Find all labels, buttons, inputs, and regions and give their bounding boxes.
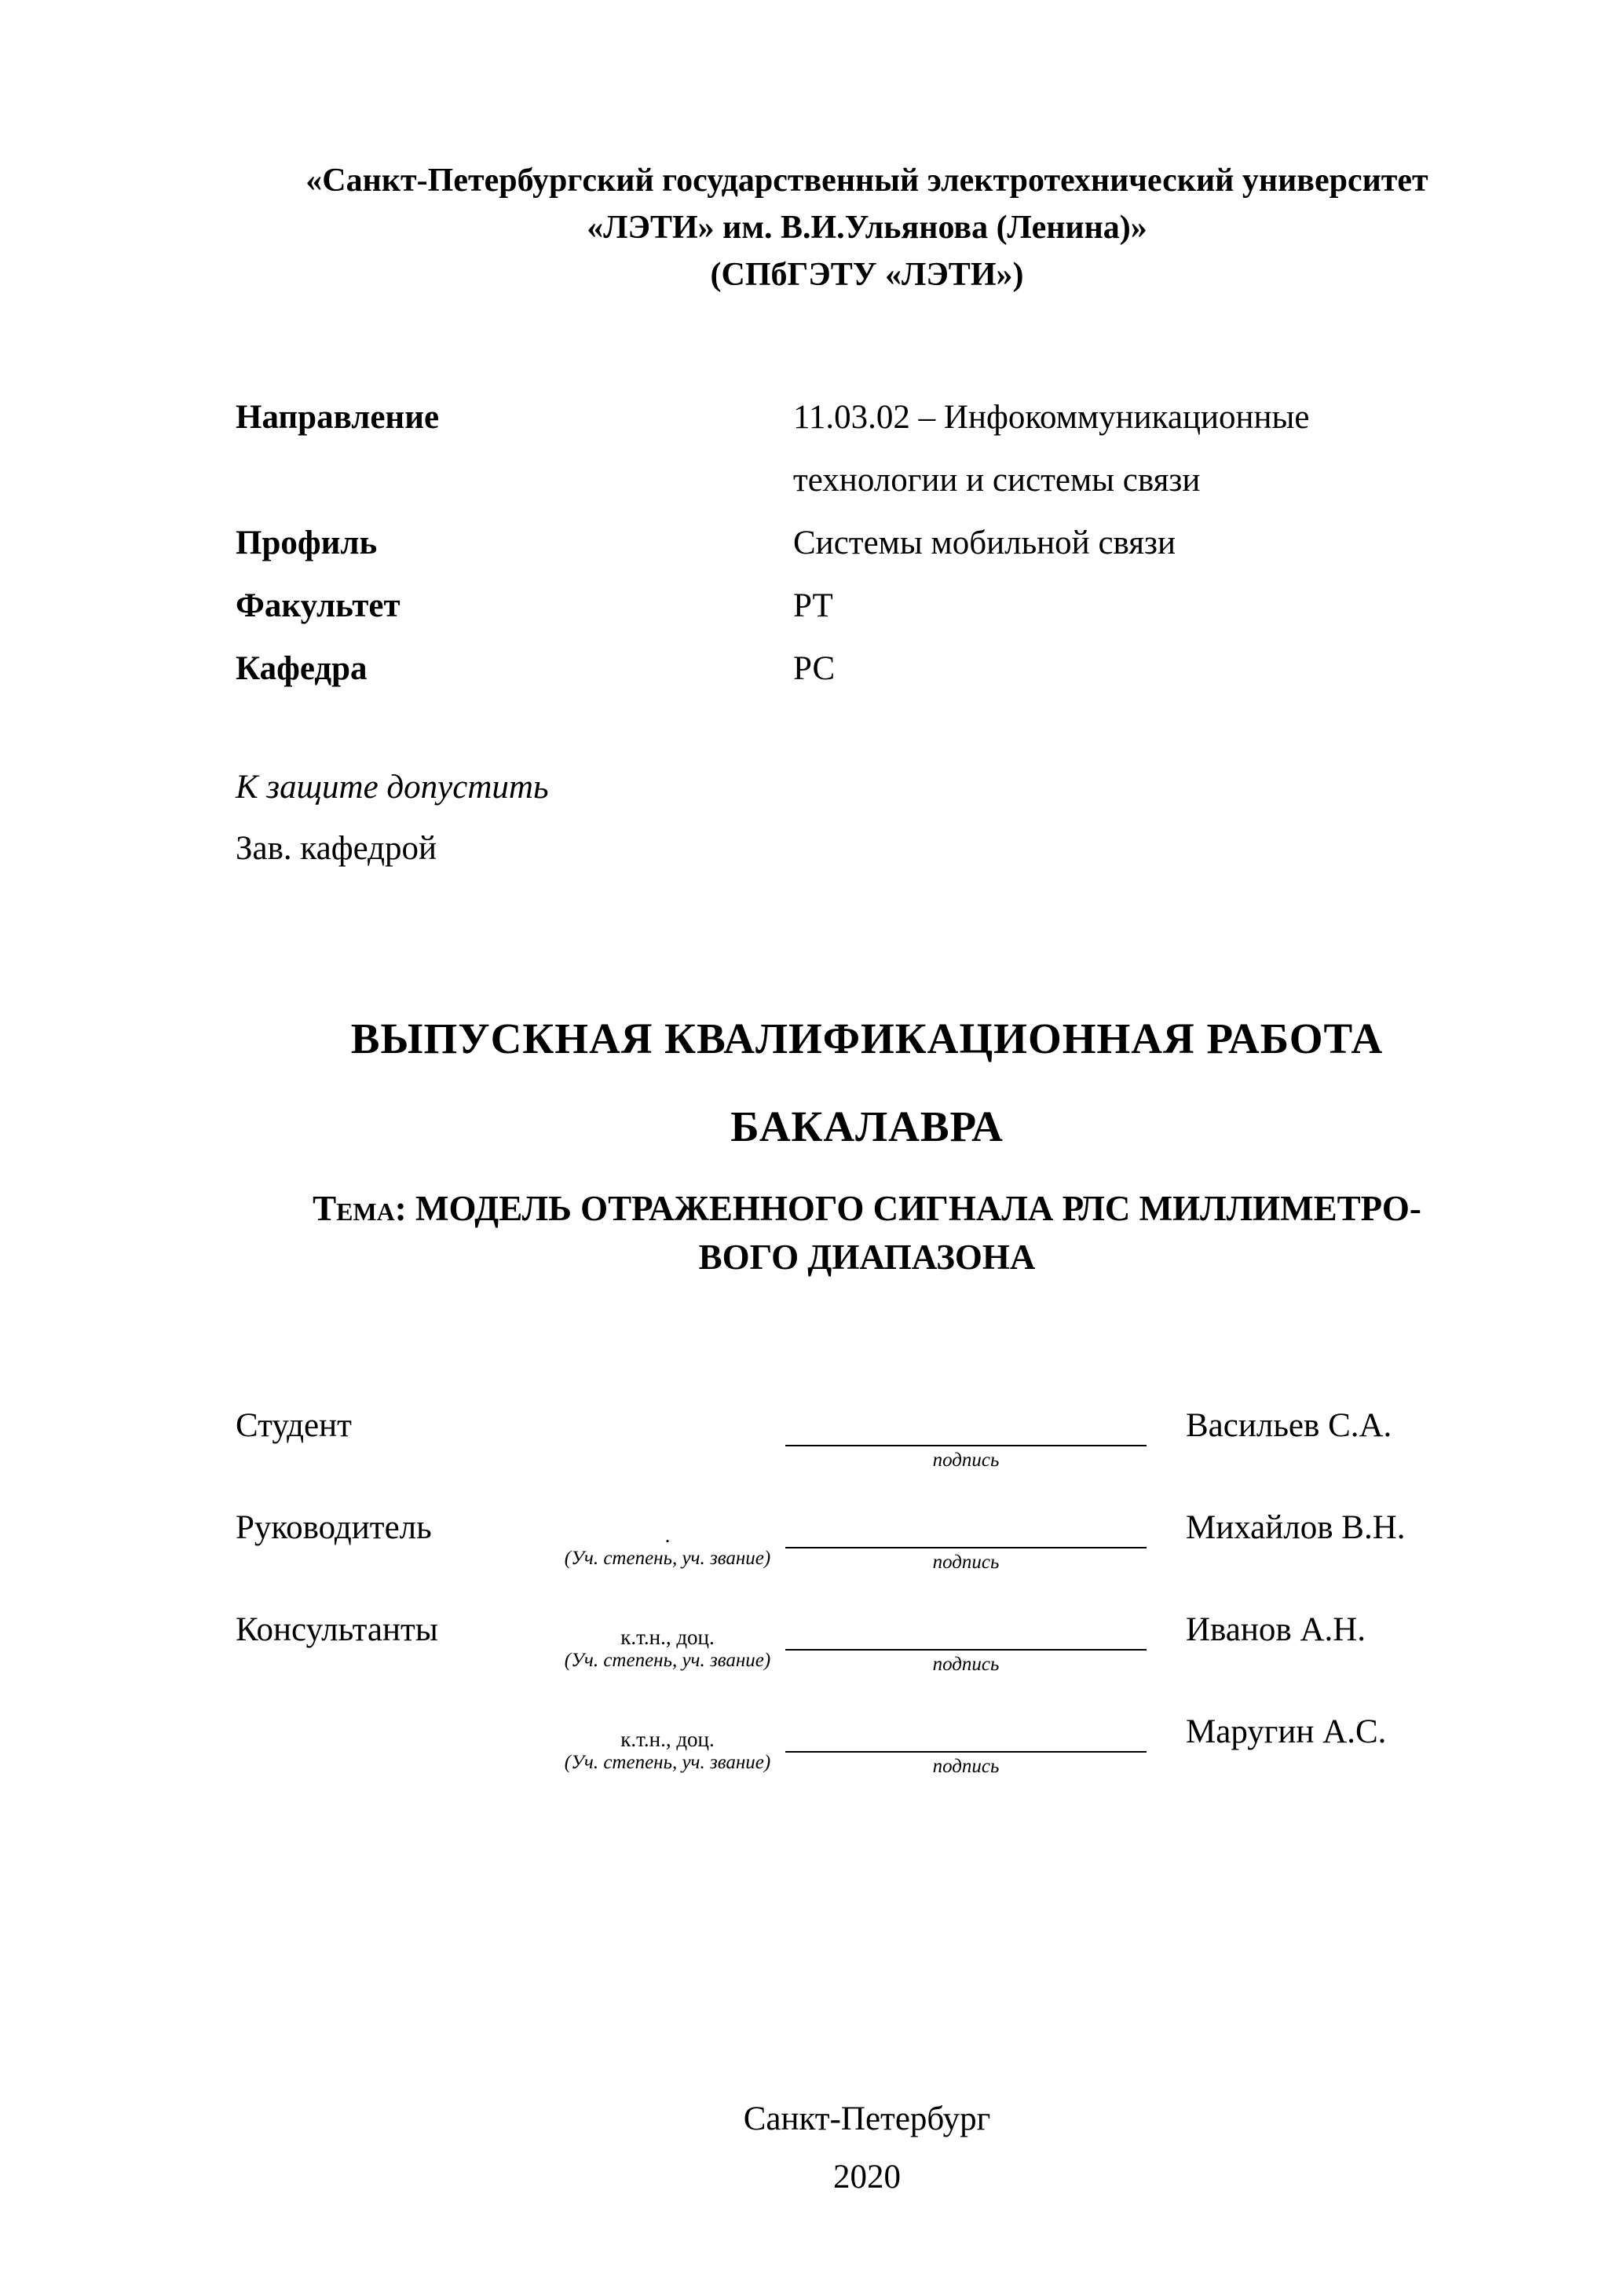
signature-row-consultant2 xyxy=(236,1712,1498,1814)
university-name-line3: (СПбГЭТУ «ЛЭТИ») xyxy=(710,257,1024,293)
thesis-title-line2: БАКАЛАВРА xyxy=(730,1102,1004,1150)
consultant2-name: Маругин А.С. xyxy=(1186,1713,1387,1750)
direction-row xyxy=(236,386,1498,512)
signature-caption: подпись xyxy=(932,1756,1000,1777)
university-name-line2: «ЛЭТИ» им. В.И.Ульянова (Ленина)» xyxy=(587,210,1147,246)
supervisor-degree: . xyxy=(664,1523,671,1547)
theme-text-line2: ВОГО ДИАПАЗОНА xyxy=(698,1238,1036,1277)
supervisor-degree-cell xyxy=(550,1508,785,1570)
student-label: Студент xyxy=(236,1407,352,1444)
department-label: Кафедра xyxy=(236,650,368,687)
department-value: РС xyxy=(793,650,836,687)
direction-value-line1: 11.03.02 – Инфокоммуникационные xyxy=(793,399,1310,436)
profile-value: Системы мобильной связи xyxy=(793,525,1176,561)
footer-year: 2020 xyxy=(833,2159,901,2195)
signature-line xyxy=(785,1712,1147,1753)
consultant2-signature-cell xyxy=(785,1712,1147,1779)
signature-line xyxy=(785,1508,1147,1548)
consultant2-degree: к.т.н., доц. xyxy=(620,1727,715,1751)
faculty-label: Факультет xyxy=(236,587,401,624)
signatures-block xyxy=(236,1406,1498,1814)
consultant1-degree-cell xyxy=(550,1610,785,1673)
student-signature-cell xyxy=(785,1406,1147,1473)
department-row xyxy=(236,638,1498,700)
consultant1-name: Иванов А.Н. xyxy=(1186,1611,1366,1648)
signature-caption: подпись xyxy=(932,1450,1000,1471)
profile-row xyxy=(236,512,1498,575)
supervisor-label: Руководитель xyxy=(236,1509,432,1546)
signature-caption: подпись xyxy=(932,1552,1000,1573)
student-degree xyxy=(550,1421,785,1445)
signature-caption: подпись xyxy=(932,1654,1000,1675)
signature-row-student xyxy=(236,1406,1498,1508)
consultant2-degree-caption: (Уч. степень, уч. звание) xyxy=(564,1752,771,1773)
footer-city: Санкт-Петербург xyxy=(743,2100,991,2137)
signature-line xyxy=(785,1406,1147,1446)
admission-block xyxy=(236,757,1498,879)
direction-value-line2: технологии и системы связи xyxy=(793,462,1201,499)
signature-row-consultant1 xyxy=(236,1610,1498,1712)
thesis-title-line1: ВЫПУСКНАЯ КВАЛИФИКАЦИОННАЯ РАБОТА xyxy=(350,1015,1384,1062)
admission-line2: Зав. кафедрой xyxy=(236,830,437,867)
consultant1-degree: к.т.н., доц. xyxy=(620,1625,715,1649)
theme-label: Тема: xyxy=(313,1189,407,1228)
student-degree-cell xyxy=(550,1406,785,1445)
main-title-block xyxy=(236,1011,1498,1281)
supervisor-signature-cell xyxy=(785,1508,1147,1575)
supervisor-degree-caption: (Уч. степень, уч. звание) xyxy=(564,1548,771,1569)
direction-value xyxy=(793,386,1498,512)
footer-block xyxy=(236,2090,1498,2206)
consultant1-degree-caption: (Уч. степень, уч. звание) xyxy=(564,1650,771,1671)
university-header xyxy=(236,157,1498,298)
program-info-block xyxy=(236,386,1498,700)
profile-label: Профиль xyxy=(236,525,378,561)
university-name-line1: «Санкт-Петербургский государственный электротехнический университет xyxy=(305,163,1428,199)
theme-text-line1: МОДЕЛЬ ОТРАЖЕННОГО СИГНАЛА РЛС МИЛЛИМЕТРО- xyxy=(406,1189,1421,1228)
consultants-label: Консультанты xyxy=(236,1611,438,1648)
direction-label: Направление xyxy=(236,399,440,436)
thesis-theme xyxy=(236,1184,1498,1281)
signature-row-supervisor xyxy=(236,1508,1498,1610)
faculty-value: РТ xyxy=(793,587,833,624)
faculty-row xyxy=(236,575,1498,638)
consultant2-degree-cell xyxy=(550,1712,785,1775)
supervisor-name: Михайлов В.Н. xyxy=(1186,1509,1406,1546)
admission-line1: К защите допустить xyxy=(236,769,549,806)
student-name: Васильев С.А. xyxy=(1186,1407,1392,1444)
signature-line xyxy=(785,1610,1147,1651)
consultant1-signature-cell xyxy=(785,1610,1147,1677)
